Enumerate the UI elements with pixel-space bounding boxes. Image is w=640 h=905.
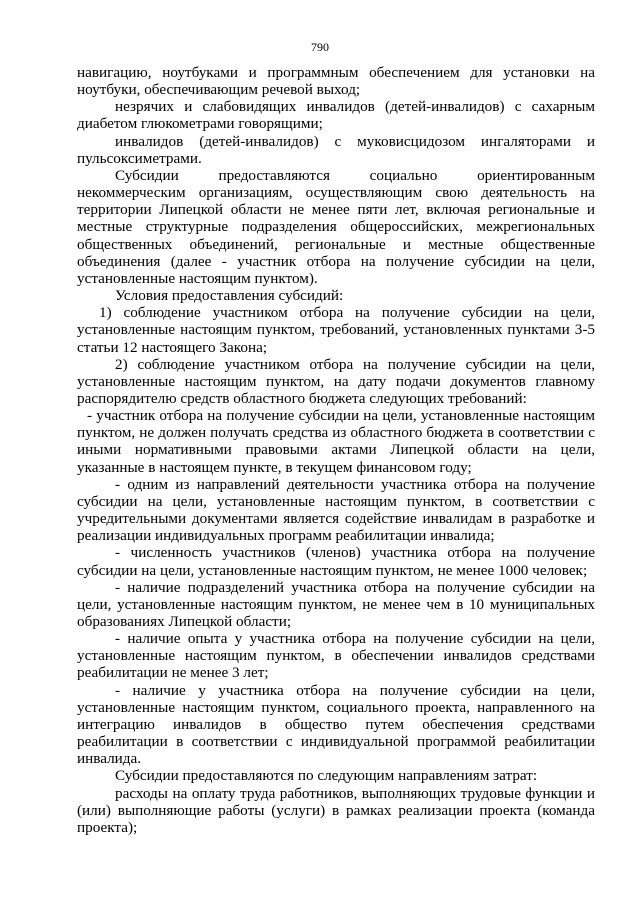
list-item-subdivisions: - наличие подразделений участника отбора на получение субсидии на цели, установленные настоящим пунктом, не менее чем в 10 муниципальных образованиях Липецкой области; — [77, 578, 595, 630]
list-item-social-project: - наличие у участника отбора на получение субсидии на цели, установленные настоящим пунктом, социального проекта, направленного на интеграцию инвалидов в общество путем обеспечения средствами реабилитации в соответствии с индивидуальной программой реабилитации инвалида. — [77, 681, 595, 768]
page-number: 790 — [311, 40, 329, 54]
paragraph-subsidy-recipients: Субсидии предоставляются социально ориентированным некоммерческим организациям, осуществляющим свою деятельность на территории Липецкой области не менее пяти лет, включая региональные и местные структурные подразделения общероссийских, межрегиональных общественных объединений, региональные и местные общественные объединения (далее - участник отбора на получение субсидии на цели, установленные настоящим пунктом). — [77, 166, 595, 287]
list-item-experience: - наличие опыта у участника отбора на получение субсидии на цели, установленные настоящим пунктом, в обеспечении инвалидов средствами реабилитации не менее 3 лет; — [77, 630, 595, 682]
paragraph-condition-2: 2) соблюдение участником отбора на получение субсидии на цели, установленные настоящим пунктом, на дату подачи документов главному распорядителю средств областного бюджета следующих требований: — [77, 355, 595, 407]
paragraph-expense-directions: Субсидии предоставляются по следующим направлениям затрат: — [115, 767, 538, 785]
list-item-member-count: - численность участников (членов) участника отбора на получение субсидии на цели, установленные настоящим пунктом, не менее 1000 человек; — [77, 544, 595, 579]
paragraph-labor-costs: расходы на оплату труда работников, выполняющих трудовые функции и (или) выполняющие работы (услуги) в рамках реализации проекта (команда проекта); — [77, 784, 595, 836]
list-item-no-other-funds: - участник отбора на получение субсидии на цели, установленные настоящим пунктом, не должен получать средства из областного бюджета в соответствии с иными нормативными правовыми актами Липецкой области на цели, указанные в настоящем пункте, в текущем финансовом году; — [77, 407, 595, 476]
list-item-activity-direction: - одним из направлений деятельности участника отбора на получение субсидии на цели, установленные настоящим пунктом, в соответствии с учредительными документами является содействие инвалидам в разработке и реализации индивидуальных программ реабилитации инвалида; — [77, 475, 595, 545]
paragraph-cystic-fibrosis: инвалидов (детей-инвалидов) с муковисцидозом ингаляторами и пульсоксиметрами. — [77, 132, 595, 167]
paragraph-continuation: навигацию, ноутбуками и программным обеспечением для установки на ноутбуки, обеспечивающим речевой выход; — [77, 64, 595, 99]
document-body — [77, 64, 595, 836]
paragraph-blind-diabetes: незрячих и слабовидящих инвалидов (детей-инвалидов) с сахарным диабетом глюкометрами говорящими; — [77, 98, 595, 133]
paragraph-conditions-heading: Условия предоставления субсидий: — [115, 287, 344, 305]
paragraph-condition-1: 1) соблюдение участником отбора на получение субсидии на цели, установленные настоящим пунктом, требований, установленных пунктами 3-5 статьи 12 настоящего Закона; — [77, 304, 595, 356]
